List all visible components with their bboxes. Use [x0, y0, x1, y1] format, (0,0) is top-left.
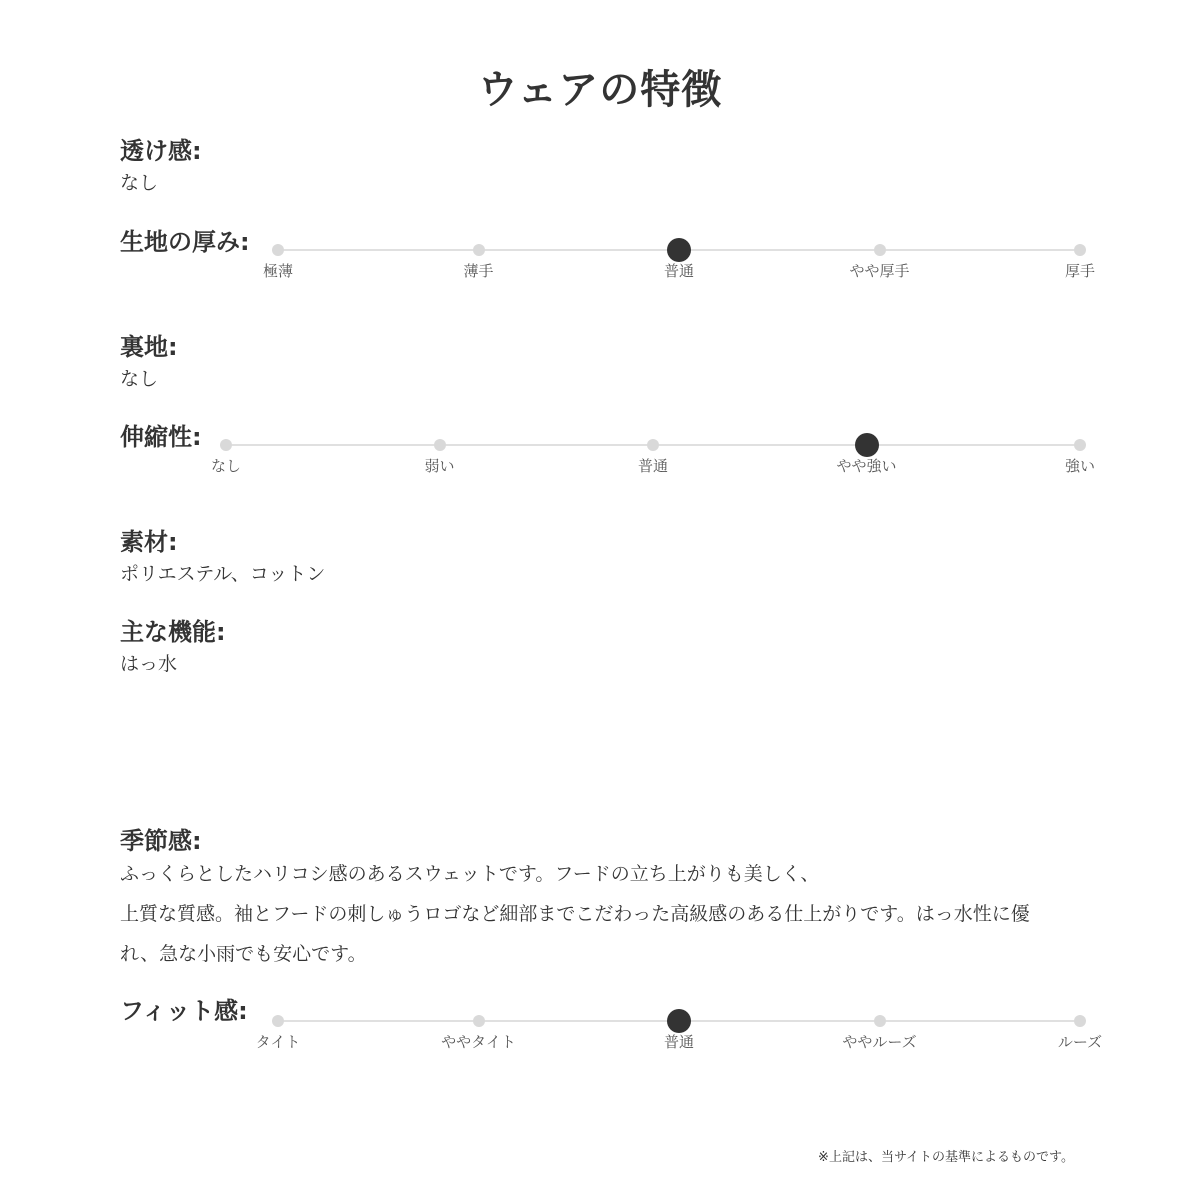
page-title: ウェアの特徴: [477, 67, 723, 113]
fit-scale: [255, 1011, 1103, 1061]
material-label: 素材:: [120, 528, 178, 556]
transparency-label: 透け感:: [120, 137, 202, 165]
stretch-scale-dot: [1074, 439, 1086, 451]
fit-scale-tick-label: ややタイト: [441, 1033, 516, 1051]
thickness-scale-tick-label: 極薄: [262, 262, 294, 280]
fit-scale-tick-label: ルーズ: [1057, 1033, 1103, 1051]
fit-label: フィット感:: [120, 997, 248, 1025]
stretch-scale-dot: [647, 439, 659, 451]
fit-scale-dot: [1074, 1015, 1086, 1027]
season-label: 季節感:: [120, 827, 202, 855]
thickness-scale-tick-label: 薄手: [463, 262, 494, 280]
stretch-scale: [210, 435, 1096, 485]
lining-value: なし: [120, 368, 159, 390]
transparency-value: なし: [120, 172, 159, 194]
fit-scale-tick-label: タイト: [255, 1033, 301, 1051]
thickness-scale-tick-label: 普通: [663, 262, 695, 280]
season-description-line: 上質な質感。袖とフードの刺しゅうロゴなど細部までこだわった高級感のある仕上がりです。はっ水性に優: [120, 903, 1030, 925]
fit-scale-dot-selected: [667, 1009, 691, 1033]
functions-value: はっ水: [120, 653, 178, 675]
stretch-scale-tick-label: 弱い: [424, 457, 455, 475]
thickness-scale: [262, 240, 1096, 290]
thickness-scale-dot: [1074, 244, 1086, 256]
functions-label: 主な機能:: [120, 618, 226, 646]
season-description: [120, 854, 1100, 974]
fit-scale-tick-label: 普通: [663, 1033, 695, 1051]
stretch-scale-tick-label: 普通: [637, 457, 669, 475]
thickness-scale-dot: [272, 244, 284, 256]
thickness-scale-dot-selected: [667, 238, 691, 262]
stretch-scale-tick-label: 強い: [1064, 457, 1096, 475]
stretch-scale-tick-label: なし: [210, 457, 242, 475]
thickness-scale-tick-label: 厚手: [1064, 262, 1096, 280]
stretch-label: 伸縮性:: [120, 423, 202, 451]
thickness-scale-dot: [874, 244, 886, 256]
fit-scale-dot: [473, 1015, 485, 1027]
thickness-scale-tick-label: やや厚手: [849, 262, 910, 280]
stretch-scale-dot-selected: [855, 433, 879, 457]
season-description-line: ふっくらとしたハリコシ感のあるスウェットです。フードの立ち上がりも美しく、: [120, 863, 820, 885]
stretch-scale-dot: [220, 439, 232, 451]
thickness-label: 生地の厚み:: [120, 228, 250, 256]
season-description-line: れ、急な小雨でも安心です。: [120, 943, 367, 965]
lining-label: 裏地:: [120, 333, 178, 361]
footnote: ※上記は、当サイトの基準によるものです。: [818, 1150, 1074, 1165]
stretch-scale-dot: [434, 439, 446, 451]
fit-scale-dot: [272, 1015, 284, 1027]
fit-scale-tick-label: ややルーズ: [842, 1033, 917, 1051]
material-value: ポリエステル、コットン: [120, 563, 326, 585]
thickness-scale-dot: [473, 244, 485, 256]
stretch-scale-tick-label: やや強い: [836, 457, 897, 475]
fit-scale-dot: [874, 1015, 886, 1027]
